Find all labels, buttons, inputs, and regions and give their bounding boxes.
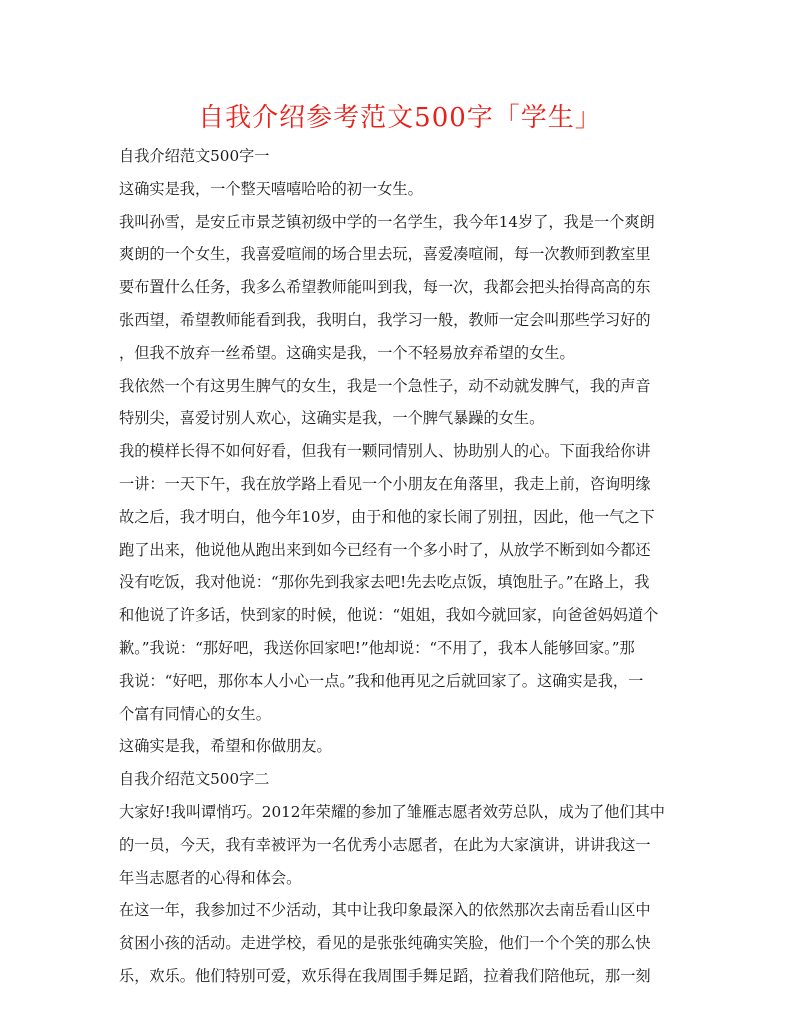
text-line: 要布置什么任务，我多么希望教师能叫到我，每一次，我都会把头抬得高高的东 bbox=[119, 278, 651, 297]
text-line: 这确实是我，希望和你做朋友。 bbox=[119, 737, 332, 756]
text-line: 一讲：一天下午，我在放学路上看见一个小朋友在角落里，我走上前，咨询明缘 bbox=[119, 474, 651, 493]
text-line: 大家好!我叫谭悄巧。2012年荣耀的参加了雏雁志愿者效劳总队，成为了他们其中 bbox=[119, 802, 665, 821]
text-line: 我的模样长得不如何好看，但我有一颗同情别人、协助别人的心。下面我给你讲 bbox=[119, 442, 651, 461]
text-line: 张西望，希望教师能看到我，我明白，我学习一般，教师一定会叫那些学习好的 bbox=[119, 310, 651, 329]
text-line: 年当志愿者的心得和体会。 bbox=[119, 868, 302, 887]
text-line: 爽朗的一个女生，我喜爱喧闹的场合里去玩，喜爱凑喧闹，每一次教师到教室里 bbox=[119, 245, 651, 264]
document-title: 自我介绍参考范文500字「学生」 bbox=[198, 103, 602, 133]
text-line: 我依然一个有这男生脾气的女生，我是一个急性子，动不动就发脾气，我的声音 bbox=[119, 376, 651, 395]
text-line: 的一员，今天，我有幸被评为一名优秀小志愿者，在此为大家演讲，讲讲我这一 bbox=[119, 835, 651, 854]
text-line: 我叫孙雪，是安丘市景芝镇初级中学的一名学生，我今年14岁了，我是一个爽朗 bbox=[119, 212, 655, 231]
text-line: 我说：“好吧，那你本人小心一点。”我和他再见之后就回家了。这确实是我，一 bbox=[119, 671, 644, 690]
text-line: 这确实是我，一个整天嘻嘻哈哈的初一女生。 bbox=[119, 179, 423, 198]
text-line: 歉。”我说：“那好吧，我送你回家吧!”他却说：“不用了，我本人能够回家。”那 bbox=[119, 638, 635, 657]
document-body bbox=[119, 140, 679, 993]
text-line: ，但我不放弃一丝希望。这确实是我，一个不轻易放弃希望的女生。 bbox=[119, 343, 575, 362]
text-line: 个富有同情心的女生。 bbox=[119, 704, 271, 723]
text-line: 在这一年，我参加过不少活动，其中让我印象最深入的依然那次去南岳看山区中 bbox=[119, 901, 651, 920]
text-line: 跑了出来，他说他从跑出来到如今已经有一个多小时了，从放学不断到如今都还 bbox=[119, 540, 651, 559]
text-line: 故之后，我才明白，他今年10岁，由于和他的家长闹了别扭，因此，他一气之下 bbox=[119, 507, 655, 526]
text-line: 自我介绍范文500字一 bbox=[119, 147, 270, 165]
text-line: 没有吃饭，我对他说：“那你先到我家去吧!先去吃点饭，填饱肚子。”在路上，我 bbox=[119, 573, 650, 592]
text-line: 自我介绍范文500字二 bbox=[119, 770, 270, 789]
text-line: 特别尖，喜爱讨别人欢心，这确实是我，一个脾气暴躁的女生。 bbox=[119, 409, 545, 428]
text-line: 乐，欢乐。他们特别可爱，欢乐得在我周围手舞足蹈，拉着我们陪他玩，那一刻 bbox=[119, 966, 651, 985]
text-line: 和他说了许多话，快到家的时候，他说：“姐姐，我如今就回家，向爸爸妈妈道个 bbox=[119, 606, 659, 625]
text-line: 贫困小孩的活动。走进学校，看见的是张张纯确实笑脸，他们一个个笑的那么快 bbox=[119, 934, 651, 953]
